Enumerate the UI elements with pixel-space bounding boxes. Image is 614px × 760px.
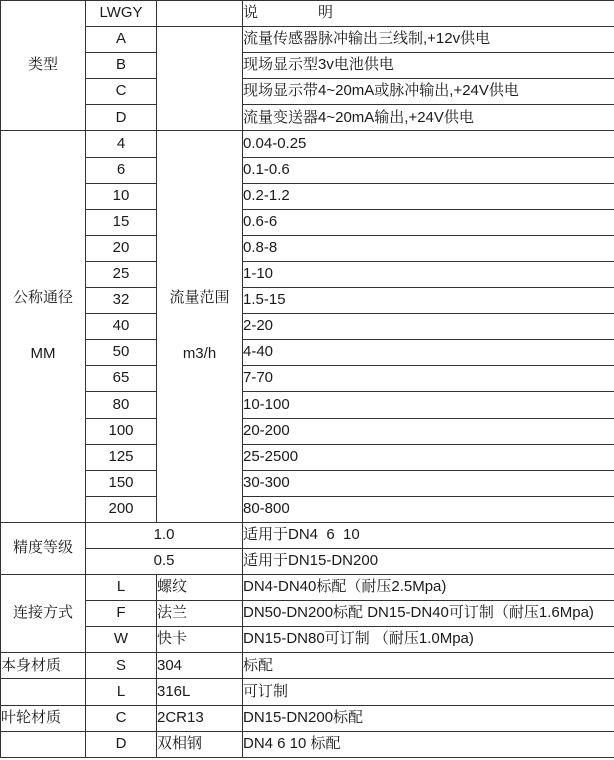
connection-name-cell: 法兰	[157, 601, 243, 627]
type-desc-cell: 流量传感器脉冲输出三线制,+12v供电	[243, 27, 614, 53]
table-row	[1, 731, 614, 757]
table-row	[1, 444, 614, 470]
body-material-name-cell: 304	[157, 653, 243, 679]
dn-cell: 125	[86, 444, 157, 470]
table-row	[1, 392, 614, 418]
connection-desc-cell: DN4-DN40标配（耐压2.5Mpa)	[243, 575, 614, 601]
dn-cell: 6	[86, 157, 157, 183]
impeller-material-desc-cell: DN4 6 10 标配	[243, 731, 614, 757]
flow-range-label	[157, 131, 243, 522]
diameter-section-label	[1, 131, 86, 522]
dn-cell: 40	[86, 314, 157, 340]
table-row	[1, 131, 614, 157]
connection-code-cell: W	[86, 627, 157, 653]
type-section-label: 类型	[1, 1, 86, 131]
type-code-cell: B	[86, 53, 157, 79]
flow-range-cell: 4-40	[243, 340, 614, 366]
impeller-material-desc-cell: DN15-DN200标配	[243, 705, 614, 731]
table-row	[1, 366, 614, 392]
type-code-cell: D	[86, 105, 157, 131]
connection-desc-cell: DN50-DN200标配 DN15-DN40可订制（耐压1.6Mpa)	[243, 601, 614, 627]
accuracy-desc-cell: 适用于DN15-DN200	[243, 548, 614, 574]
table-row	[1, 548, 614, 574]
flow-range-cell: 0.1-0.6	[243, 157, 614, 183]
flow-range-cell: 1-10	[243, 261, 614, 287]
dn-cell: 4	[86, 131, 157, 157]
accuracy-section-label: 精度等级	[1, 522, 86, 574]
type-desc-cell: 现场显示型3v电池供电	[243, 53, 614, 79]
accuracy-value-cell: 0.5	[86, 548, 243, 574]
impeller-material-empty-label	[1, 731, 86, 757]
body-material-empty-label	[1, 679, 86, 705]
flow-range-cell: 0.8-8	[243, 235, 614, 261]
impeller-material-name-cell: 2CR13	[157, 705, 243, 731]
dn-cell: 80	[86, 392, 157, 418]
table-row	[1, 470, 614, 496]
dn-cell: 150	[86, 470, 157, 496]
table-row	[1, 340, 614, 366]
type-desc-cell: 现场显示带4~20mA或脉冲输出,+24V供电	[243, 79, 614, 105]
table-row	[1, 496, 614, 522]
table-row	[1, 679, 614, 705]
table-row	[1, 53, 614, 79]
diameter-label-line1: 公称通径	[12, 289, 73, 307]
diameter-label-line2: MM	[30, 345, 56, 363]
impeller-material-code-cell: C	[86, 705, 157, 731]
body-material-desc-cell: 可订制	[243, 679, 614, 705]
table-row	[1, 522, 614, 548]
dn-cell: 200	[86, 496, 157, 522]
table-row	[1, 705, 614, 731]
flow-range-cell: 2-20	[243, 314, 614, 340]
dn-cell: 15	[86, 209, 157, 235]
accuracy-desc-cell: 适用于DN4 6 10	[243, 522, 614, 548]
flow-range-cell: 20-200	[243, 418, 614, 444]
table-row	[1, 575, 614, 601]
table-row	[1, 79, 614, 105]
body-material-section-label: 本身材质	[1, 653, 86, 679]
table-row	[1, 1, 614, 27]
accuracy-value-cell: 1.0	[86, 522, 243, 548]
dn-cell: 100	[86, 418, 157, 444]
flow-range-cell: 7-70	[243, 366, 614, 392]
flow-range-cell: 1.5-15	[243, 288, 614, 314]
body-material-code-cell: S	[86, 653, 157, 679]
body-material-desc-cell: 标配	[243, 653, 614, 679]
flow-label-line1: 流量范围	[169, 289, 230, 307]
header-model-cell: LWGY	[86, 1, 157, 27]
type-code-cell: C	[86, 79, 157, 105]
table-row	[1, 157, 614, 183]
connection-desc-cell: DN15-DN80可订制 （耐压1.0Mpa)	[243, 627, 614, 653]
table-row	[1, 314, 614, 340]
dn-cell: 10	[86, 183, 157, 209]
body-material-name-cell: 316L	[157, 679, 243, 705]
table-row	[1, 418, 614, 444]
dn-cell: 32	[86, 288, 157, 314]
connection-name-cell: 快卡	[157, 627, 243, 653]
connection-name-cell: 螺纹	[157, 575, 243, 601]
dn-cell: 25	[86, 261, 157, 287]
connection-code-cell: L	[86, 575, 157, 601]
table-row	[1, 27, 614, 53]
flow-label-line2: m3/h	[182, 345, 217, 363]
table-row	[1, 653, 614, 679]
table-row	[1, 288, 614, 314]
type-sub-empty-cell	[157, 27, 243, 131]
type-code-cell: A	[86, 27, 157, 53]
body-material-code-cell: L	[86, 679, 157, 705]
table-row	[1, 601, 614, 627]
impeller-material-code-cell: D	[86, 731, 157, 757]
flow-range-cell: 80-800	[243, 496, 614, 522]
table-row	[1, 627, 614, 653]
impeller-material-name-cell: 双相钢	[157, 731, 243, 757]
table-row	[1, 183, 614, 209]
flow-range-cell: 0.04-0.25	[243, 131, 614, 157]
table-row	[1, 209, 614, 235]
flow-range-cell: 0.6-6	[243, 209, 614, 235]
dn-cell: 50	[86, 340, 157, 366]
dn-cell: 65	[86, 366, 157, 392]
table-row	[1, 261, 614, 287]
table-row	[1, 105, 614, 131]
connection-code-cell: F	[86, 601, 157, 627]
connection-section-label: 连接方式	[1, 575, 86, 653]
flow-range-cell: 0.2-1.2	[243, 183, 614, 209]
flow-range-cell: 25-2500	[243, 444, 614, 470]
impeller-material-section-label: 叶轮材质	[1, 705, 86, 731]
header-sub-empty-cell	[157, 1, 243, 27]
dn-cell: 20	[86, 235, 157, 261]
table-row	[1, 235, 614, 261]
type-desc-cell: 流量变送器4~20mA输出,+24V供电	[243, 105, 614, 131]
flow-range-cell: 30-300	[243, 470, 614, 496]
flow-range-cell: 10-100	[243, 392, 614, 418]
header-description-title-cell: 说 明	[243, 1, 614, 27]
